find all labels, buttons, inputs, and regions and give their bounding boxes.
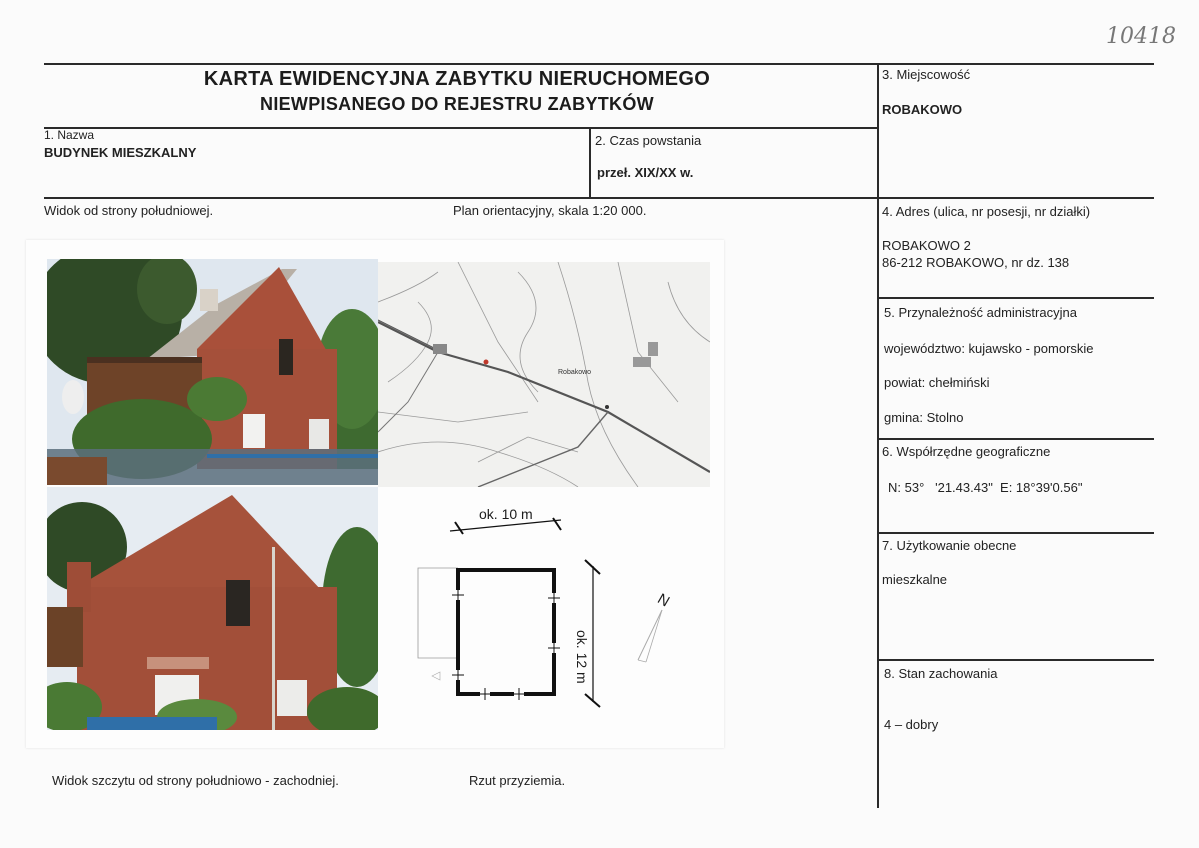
right-column-divider: [877, 63, 879, 808]
north-arrow-label: N: [654, 590, 673, 611]
admin-commune: gmina: Stolno: [884, 410, 964, 425]
floor-plan-length-label: ok. 12 m: [574, 630, 590, 684]
rule-7: [878, 532, 1154, 534]
address-line1: ROBAKOWO 2: [882, 238, 971, 253]
date-label: 2. Czas powstania: [595, 133, 702, 148]
header-bottom-rule: [44, 197, 1154, 199]
floor-plan-width-label: ok. 10 m: [479, 506, 533, 522]
rule-6: [878, 438, 1154, 440]
title-rule: [44, 127, 878, 129]
name-date-divider: [589, 127, 591, 197]
caption-plan: Plan orientacyjny, skala 1:20 000.: [453, 203, 647, 218]
condition-label: 8. Stan zachowania: [884, 666, 998, 681]
admin-label: 5. Przynależność administracyjna: [884, 305, 1077, 320]
archive-number: 10418: [1106, 24, 1176, 49]
floor-plan: [400, 500, 700, 720]
date-value: przeł. XIX/XX w.: [597, 165, 694, 180]
locality-value: ROBAKOWO: [882, 102, 963, 117]
coords-value: N: 53° '21.43.43" E: 18°39'0.56": [888, 480, 1083, 495]
photo-southwest-gable: [47, 487, 378, 730]
address-label: 4. Adres (ulica, nr posesji, nr działki): [882, 204, 1091, 219]
coords-label: 6. Współrzędne geograficzne: [882, 444, 1051, 459]
orientation-map: [378, 262, 710, 487]
card-title-line1: KARTA EWIDENCYJNA ZABYTKU NIERUCHOMEGO: [203, 68, 711, 90]
admin-voivodeship: województwo: kujawsko - pomorskie: [884, 341, 1094, 356]
condition-value: 4 – dobry: [884, 717, 939, 732]
caption-view-south: Widok od strony południowej.: [44, 203, 214, 218]
photo-south-view: [47, 259, 378, 485]
name-value: BUDYNEK MIESZKALNY: [44, 145, 197, 160]
map-place-label: Robakowo: [558, 369, 592, 376]
usage-value: mieszkalne: [882, 572, 948, 587]
top-rule: [44, 63, 1154, 65]
caption-ground-plan: Rzut przyziemia.: [469, 773, 566, 788]
admin-county: powiat: chełmiński: [884, 375, 990, 390]
rule-5: [878, 297, 1154, 299]
usage-label: 7. Użytkowanie obecne: [882, 538, 1017, 553]
name-label: 1. Nazwa: [44, 128, 95, 142]
rule-8: [878, 659, 1154, 661]
address-line2: 86-212 ROBAKOWO, nr dz. 138: [882, 255, 1070, 270]
locality-label: 3. Miejscowość: [882, 67, 971, 82]
card-title-line2: NIEWPISANEGO DO REJESTRU ZABYTKÓW: [260, 94, 654, 114]
caption-view-southwest: Widok szczytu od strony południowo - zachodniej.: [52, 773, 339, 788]
